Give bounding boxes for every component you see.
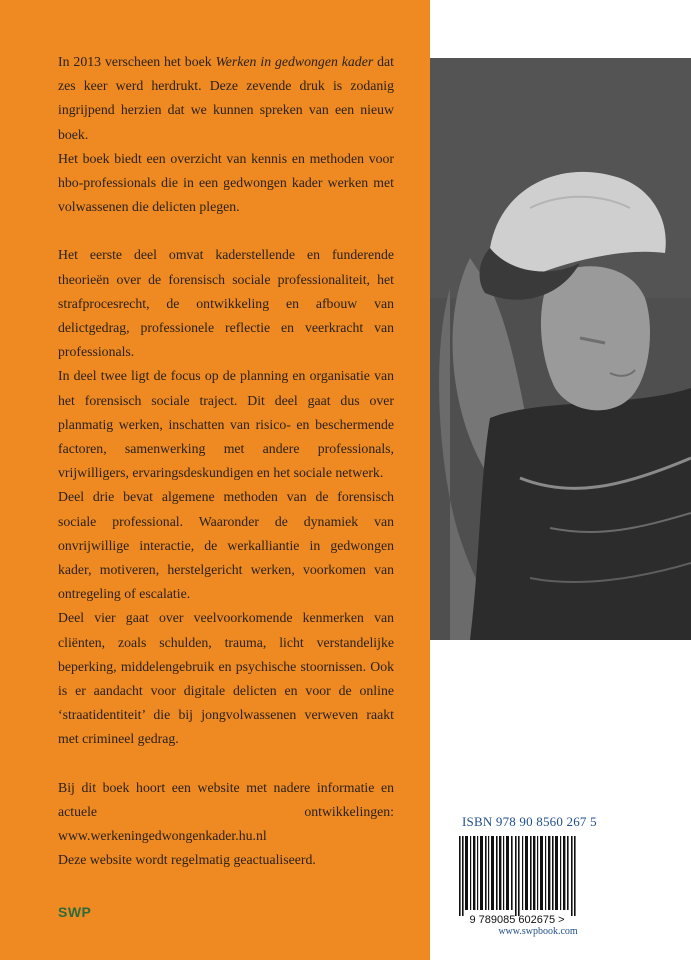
barcode [451, 834, 587, 932]
back-cover-blurb [58, 50, 394, 873]
cover-photo [430, 58, 691, 640]
barcode-digits: 9 789085 602675 > [469, 914, 565, 926]
isbn-label: ISBN 978 90 8560 267 5 [462, 814, 597, 829]
blurb-paragraph-website: Bij dit boek hoort een website met nadere informatie en actuele ontwikkelingen: www.werkeningedwongenkader.hu.nl [58, 779, 394, 844]
blurb-paragraph-part-one: Het eerste deel omvat kaderstellende en funderende theorieën over de forensisch sociale professionaliteit, het strafprocesrecht, de ontwikkeling en afbouw van delictgedrag, professionele reflectie en veerkracht van professionals. [58, 247, 394, 360]
blurb-paragraph-website-note: Deze website wordt regelmatig geactualiseerd. [58, 852, 316, 868]
blurb-paragraph-intro: In 2013 verscheen het boek Werken in gedwongen kader dat zes keer werd herdrukt. Deze zevende druk is zodanig ingrijpend herzien dat we kunnen spreken van een nieuw boek. [58, 54, 394, 142]
publisher-website: www.swpbook.com [498, 926, 578, 937]
publisher-logo: SWP [58, 904, 92, 920]
blurb-paragraph-part-four: Deel vier gaat over veelvoorkomende kenmerken van cliënten, zoals schulden, trauma, licht verstandelijke beperking, middelengebruik en psychische stoornissen. Ook is er aandacht voor digitale delicten en voor de online ‘straatidentiteit’ die bij jongvolwassenen verweven raakt met crimineel gedrag. [58, 610, 394, 747]
blurb-paragraph-overview: Het boek biedt een overzicht van kennis en methoden voor hbo-professionals die in een gedwongen kader werken met volwassenen die delicten plegen. [58, 150, 394, 215]
blurb-paragraph-part-two: In deel twee ligt de focus op de planning en organisatie van het forensisch sociale traject. Dit deel gaat dus over planmatig werken, inschatten van risico- en beschermende factoren, samenwerking met andere professionals, vrijwilligers, ervaringsdeskundigen en het sociale netwerk. [58, 368, 394, 481]
book-title: Werken in gedwongen kader [215, 54, 374, 69]
cover-photo-illustration [430, 58, 691, 640]
blurb-paragraph-part-three: Deel drie bevat algemene methoden van de forensisch sociale professional. Waaronder de dynamiek van onvrijwillige interactie, de werkalliantie in gedwongen kader, motiveren, herstelgericht werken, voorkomen van ontregeling of escalatie. [58, 489, 394, 602]
